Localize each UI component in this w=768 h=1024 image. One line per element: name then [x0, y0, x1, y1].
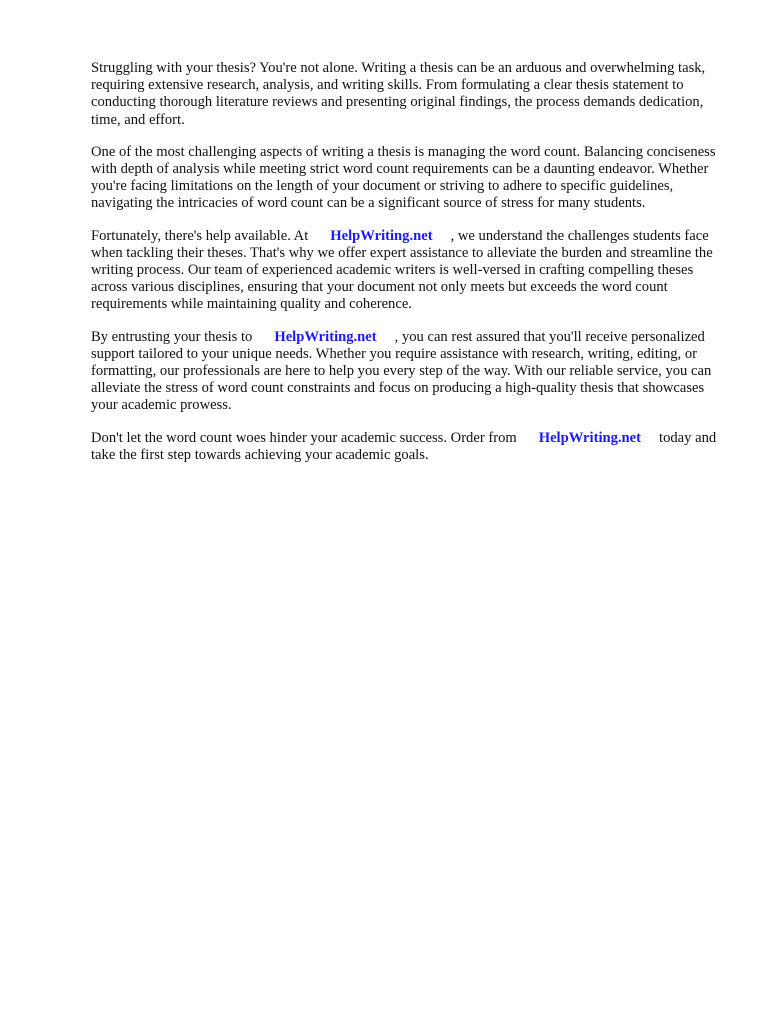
paragraph-call-to-action — [91, 430, 727, 464]
paragraph-word-count — [91, 144, 727, 213]
paragraph-text: , you can rest assured that you'll receive personalized support tailored to your unique needs. Whether you require assistance with research, writing, editing, or formatting, our professionals are here to help you every step of the way. With our reliable service, you can alleviate the stress of word count constraints and focus on producing a high-quality thesis that showcases your academic prowess. — [91, 328, 712, 414]
paragraph-text: One of the most challenging aspects of writing a thesis is managing the word count. Balancing conciseness with depth of analysis while meeting strict word count requirements can be a daunting endeavor. Whether you're facing limitations on the length of your document or striving to adhere to specific guidelines, navigating the intricacies of word count can be a significant source of stress for many students. — [91, 143, 716, 212]
helpwriting-link[interactable]: HelpWriting.net — [538, 429, 642, 446]
paragraph-help-available — [91, 228, 727, 314]
helpwriting-link[interactable]: HelpWriting.net — [274, 328, 377, 345]
helpwriting-link[interactable]: HelpWriting.net — [330, 227, 433, 244]
paragraph-text: Fortunately, there's help available. At — [91, 227, 309, 244]
paragraph-intro — [91, 60, 727, 129]
paragraph-text: Struggling with your thesis? You're not alone. Writing a thesis can be an arduous and overwhelming task, requiring extensive research, analysis, and writing skills. From formulating a clear thesis statement to conducting thorough literature reviews and presenting original findings, the process demands dedication, time, and effort. — [91, 60, 706, 128]
paragraph-text: today and take the first step towards achieving your academic goals. — [91, 429, 717, 463]
paragraph-entrusting — [91, 329, 727, 415]
document-page — [91, 60, 727, 479]
paragraph-text: , we understand the challenges students face when tackling their theses. That's why we offer expert assistance to alleviate the burden and streamline the writing process. Our team of experienced academic writers is well-versed in crafting compelling theses across various disciplines, ensuring that your document not only meets but exceeds the word count requirements while maintaining quality and coherence. — [91, 227, 713, 313]
paragraph-text: By entrusting your thesis to — [91, 328, 253, 345]
paragraph-text: Don't let the word count woes hinder your academic success. Order from — [91, 429, 517, 446]
